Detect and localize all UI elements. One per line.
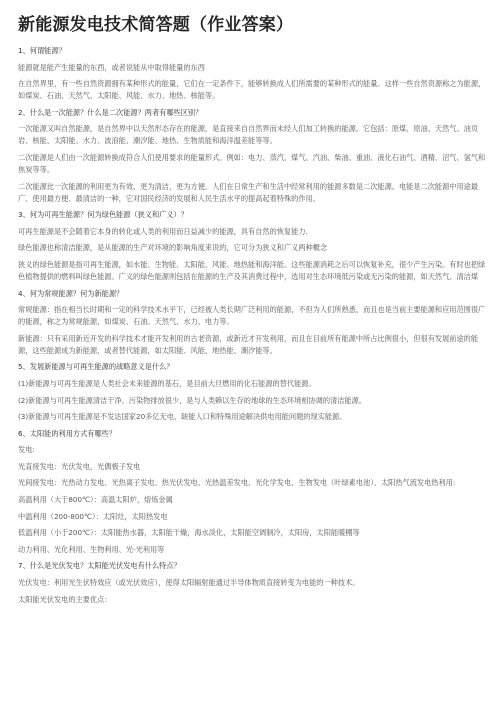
paragraph: 常规能源：指在相当长时期和一定的科学技术水平下，已经被人类长期广泛利用的能源，不但为人们所熟悉，而且也是当前主要能源和应用范围很广的能源，称之为常规能源，如煤炭、石油、天然气、水力、电力等。: [18, 305, 486, 327]
question-heading: 2、什么是一次能源？什么是二次能源？两者有哪些区别？: [18, 107, 203, 117]
paragraph: 二次能源是人们由一次能源转换成符合人们使用要求的能量形式。例如：电力、蒸汽、煤气、汽油、柴油、重油、液化石油气、酒精、沼气、氢气和焦炭等等。: [18, 152, 486, 174]
paragraph: (3)新能源与可再生能源是不发达国家20多亿无电、缺能人口和特殊用途解决供电用能问题的现实能源。: [18, 412, 347, 422]
paragraph: 狭义的绿色能源是指可再生能源，如水能、生物能、太阳能、风能、地热能和海洋能。这些能源消耗之后可以恢复补充，很少产生污染。有时也把绿色植物提供的燃料叫绿色能源。广义的绿色能源则包括在能源的生产及其消费过程中，选用对生态环境低污染或无污染的能源，如天然气、清洁煤: [18, 259, 486, 281]
paragraph: 能源就是能产生能量的东西，或者说能从中取得能量的东西: [18, 62, 205, 72]
paragraph: 光伏发电：利用光生伏特效应（或光伏效应），使得太阳辐射能通过半导体物质直接转变为电能的一种技术。: [18, 578, 360, 588]
paragraph: 高温利用（大于800℃）：高温太阳炉，熔炼金属: [18, 495, 173, 505]
question-heading: 6、太阳能的利用方式有哪些？: [18, 428, 117, 438]
question-heading: 5、发展新能源与可再生能源的战略意义是什么？: [18, 362, 174, 372]
paragraph: 低温利用（小于200℃）：太阳能热水器，太阳能干燥，海水淡化，太阳能空调制冷，太阳房，太阳能暖棚等: [18, 528, 360, 538]
paragraph: (2)新能源与可再生能源清洁干净、污染物排放很少，是与人类赖以生存的地球的生态环境相协调的清洁能源。: [18, 395, 366, 405]
paragraph: 在自然界里，有一些自然资源拥有某种形式的能量，它们在一定条件下，能够转换成人们所需要的某种形式的能量。这样一些自然资源称之为能源，如煤炭、石油、天然气、太阳能、风能、水力、地热、核能等。: [18, 79, 486, 101]
paragraph: 太阳能光伏发电的主要优点：: [18, 594, 112, 604]
paragraph: 发电:: [18, 445, 35, 455]
paragraph: 绿色能源也称清洁能源，是从能源的生产对环境的影响角度来说的，它可分为狭义和广义两种概念: [18, 243, 328, 253]
question-heading: 4、何为常规能源？何为新能源？: [18, 288, 124, 298]
paragraph: 动力利用、光化利用、生物利用、光-光利用等: [18, 544, 165, 554]
paragraph: 可再生能源是不会随着它本身的转化或人类的利用而日益减少的能源，具有自然的恢复能力.: [18, 226, 308, 236]
paragraph: 中温利用（200-800℃）：太阳灶，太阳热发电: [18, 511, 168, 521]
question-heading: 3、何为可再生能源？何为绿色能源（狭义和广义）？: [18, 210, 188, 220]
document-body: [18, 45, 486, 606]
paragraph: (1)新能源与可再生能源是人类社会未来能源的基石，是目前大旦燃用的化石能源的替代能源。: [18, 378, 316, 388]
question-heading: 1、何谓能源？: [18, 46, 66, 55]
question-heading: 7、什么是光伏发电？太阳能光伏发电有什么特点？: [18, 561, 181, 571]
paragraph: 光直接发电：光伏发电，光偶极子发电: [18, 461, 141, 471]
paragraph: 二次能源比一次能源的利用更为有效，更为清洁，更为方便。人们在日常生产和生活中经常利用的能源多数是二次能源。电能是二次能源中用途最广、使用最方便、最清洁的一种，它对国民经济的发展和人民生活水平的提高起着特殊的作用。: [18, 181, 479, 203]
paragraph: 新能源：只有采用新近开发的科学技术才能开发利用的古老资源，或新近才开发利用，而且在目前所有能源中所占比例很小，但很有发展前途的能源，这些能源成为新能源，或者替代能源，如太阳能、风能、地热能、潮汐能等。: [18, 333, 479, 355]
paragraph: 一次能源又叫自然能源，是自然界中以天然形态存在的能源，是直接来自自然界而未经人们加工转换的能源。它包括：原煤、原油、天然气、油页岩、核能、太阳能、水力、波浪能、潮汐能、地热、生物质能和海洋温差能等等。: [18, 124, 479, 146]
paragraph: 光间接发电：光热动力发电、光热离子发电、热光伏发电、光热温差发电、光化学发电、生物发电（叶绿素电池）、太阳热气流发电热利用:: [18, 478, 456, 488]
document-title: 新能源发电技术简答题（作业答案）: [18, 15, 294, 35]
